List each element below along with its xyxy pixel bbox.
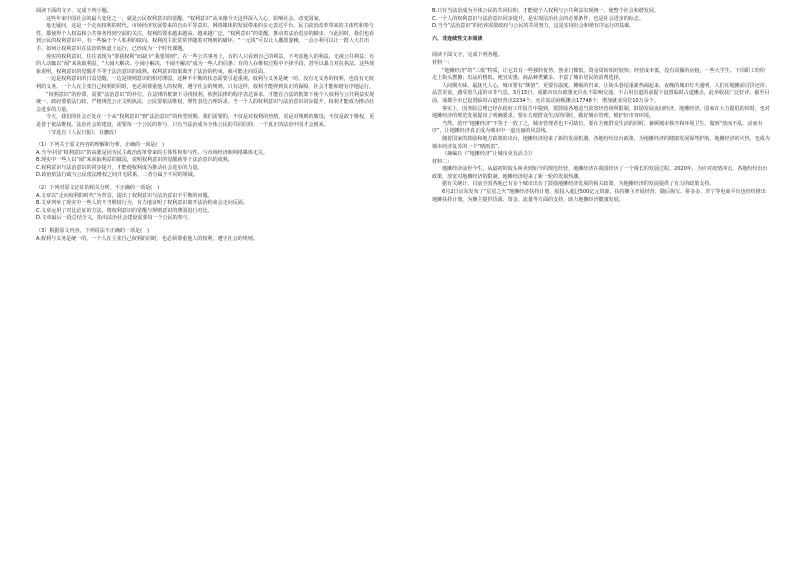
question-option: B.文章列举了现实中一些人的不当维权行为，有力地证明了权利意识离开法治约束会走向反面。 <box>36 200 248 207</box>
material-paragraph: 当然，放开“地摊经济”不等于一放了之，城市管理者也不可缺位。要在方便群众生活的同时，兼顾城市秩序和环境卫生，做到“放而不乱、活而有序”，让地摊经济真正成为城市中一道亮丽的风景线。 <box>432 120 763 135</box>
article-source: （节选自《人民日报》，有删改） <box>46 129 120 136</box>
article-paragraph: “权利意识”的停滞，需要“法治意识”的补位。在法律的框架下寻找权利，依照法律的程序表达诉求，才能在合法的框架下使个人权利与公共利益实现统一。政府要依法行政，严格规范公正文明执法，公民要依法维权，理性表达合理诉求。当一个人的权利意识与法治意识同步提升，权利才能成为推动社会进步的力量。 <box>36 91 375 113</box>
question-option: D.政府依法行政与公民依法维权之间并无联系，二者分属于不同的领域。 <box>36 172 198 179</box>
question-option: A.文章以“走向权利的时代”为背景，提出了权利意识与法治意识不平衡的问题。 <box>36 192 213 199</box>
article-paragraph: 这些年来中国社会的最大变化之一，就是公民权利意识的觉醒。“权利意识”从未像今天这样深入人心，影响社会、改变国家。 <box>46 15 324 22</box>
question-option: B.只有当法治成为全体公民的共同信仰，才能使个人权利与公共利益实现统一，使整个社会和谐发展。 <box>432 8 659 14</box>
left-column <box>36 8 376 243</box>
question-option: D.当今“法治意识”的培养需要政府与公民的共同努力，这是实现社会和谐有序运行的基础。 <box>432 23 635 30</box>
right-column <box>432 8 770 204</box>
question-stem: （3）根据原文内容，下列说法不正确的一项是( ) <box>36 228 149 235</box>
reading-intro: 阅读下面的文字，完成下列小题。 <box>36 8 112 14</box>
article-paragraph: 今天，我们的社会正处在一个从“权利意识”到“法治意识”的转型时期。我们需要的，不仅是对权利的热情，更是对规则的敬畏；不仅是敢于维权，更是善于依法维权。法治社会的建设，需要每一个公民的参与。只有当法治成为全体公民的共同信仰，一个真正的法治中国才会到来。 <box>36 114 375 128</box>
material-source: （摘编自《“地摊经济”让城市更有活力》） <box>442 151 536 158</box>
question-option: A.当今中国“权利意识”的高涨是因为民主政治改革带来的主体性和参与性，与市场经济和网络媒体无关。 <box>36 149 269 156</box>
material-paragraph: “地摊经济”的“三低”特质，让它具有一些独特优势。创业门槛低，资金周转相对较快；经营成本低，没有高额的房租，一些大学生、下岗职工纷纷走上街头摆摊；出品价格低，便宜实惠，商品种类繁多，丰富了城市居民的消费选择。 <box>432 67 766 82</box>
material-paragraph: 据有关统计，目前全国各地已有多个城市出台了鼓励地摊经济发展的相关政策，为地摊经济的发展提供了有力的政策支持。 <box>442 181 715 188</box>
question-option: B.现实中一些人以“闹”来获取利益的做法，说明权利意识的觉醒就等于法治意识的成熟。 <box>36 157 233 164</box>
question-option: C.文章运用了对比论证的方法，将权利意识的觉醒与规则意识的薄弱进行对比。 <box>36 207 213 214</box>
material-paragraph: 随着国家的鼓励和地方政策的出台，地摊经济迎来了新的发展机遇。各地纷纷出台政策，为地摊经济的健康发展保驾护航，地摊经济的火热，也成为城市经济复苏的一个“晴雨表”。 <box>432 135 770 150</box>
material-title: 材料二： <box>432 158 453 165</box>
article-paragraph: 一边是权利意识的日益觉醒，一边是规则意识的相对薄弱，这种不平衡的状态需要引起重视。权利与义务是统一的，没有无义务的权利，也没有无权利的义务。一个人在主张自己权利的同时，也必须尊重他人的权利，遵守社会的规则。只有这样，权利才能得到真正的保障，社会才能和谐有序地运行。 <box>36 76 374 90</box>
question-stem: （1）下列关于原文内容的理解和分析，正确的一项是( ) <box>36 142 165 149</box>
question-option: D.文章最后一段总结全文，指出法治社会建设需要每一个公民的参与。 <box>36 215 193 222</box>
article-paragraph: 现实的权利意识，往往表现为“要我权利”而缺少“我要规则”。在一些公共事务上，有的人只看到自己的利益，不考虑他人的利益，无视公共利益；有的人动辄以“闹”来获取利益，“大闹大解决、小闹小解决、不闹不解决”成为一些人的信条；有的人在维权过程中不择手段，甚至以暴力对抗执法。这些现象说明，权利意识的觉醒并不等于法治意识的成熟。权利意识如果离开了法治的约束，就可能走向反面。 <box>36 53 375 75</box>
material-paragraph: 事实上，国务院总理已经在政府工作报告中提到，要鼓励各地适当放宽经营场所限制，鼓励发展夜间经济、地摊经济。国家在大力提倡的同时，也对地摊经济的规范发展提出了明确要求，要在方便群众生活的同时，做好城市管理，维护好市容环境。 <box>432 105 770 120</box>
material-title: 材料一： <box>432 59 453 66</box>
material-paragraph: 人间烟火味，最抚凡人心。城市要有“颜值”，更要有温度。摊贩的归来，让街头巷尾重新热闹起来，夜晚的城市灯火通明，人们在地摊前讨价还价、品尝美食，感受着久违的市井气息。3月15日，成都市出台政策允许在不影响交通、不占用盲道的前提下设置临时占道摊点，此举收获广泛好评。截至目前，成都全市已设置临时占道经营点2234个，允许流动商贩摊点17748个，增加就业岗位10万余个。 <box>432 82 770 104</box>
question-option: A.权利与义务是统一的，一个人在主张自己权利的同时，也必须尊重他人的权利，遵守社会的规则。 <box>36 235 258 242</box>
question-option: C.一个人的权利意识与法治意识同步提升，是实现法治社会的必要条件，也是社会进步的标志。 <box>432 15 644 22</box>
reading-intro: 阅读下面文字，完成下列各题。 <box>432 52 503 59</box>
section-title: 六、非连续性文本阅读 <box>432 35 483 42</box>
question-option: C.权利意识与法治意识的同步提升，才能使权利成为推动社会进步的力量。 <box>36 164 203 171</box>
question-stem: （2）下列对原文论证的相关分析，不正确的一项是( ) <box>36 185 160 192</box>
material-paragraph: 地摊经济前世今生，从最初的街头叫卖到如今的规范经营，地摊经济在我国经历了一个漫长的发展过程。2020年，为应对疫情冲击，各地纷纷出台政策，放宽对地摊经济的限制，地摊经济迎来了新一轮的发展热潮。 <box>432 166 768 180</box>
article-paragraph: 毫无疑问，这是一个走向权利的时代。市场经济发展带来的自由平等意识、网络媒体的发展带来的多元表达平台、民主政治改革带来的主体性和参与性，都使得个人权益和公共事务得到空前的关注，权利的要求越来越高、越来越广泛，“权利意识”的觉醒，推动着法治进步的脚步。与此同时，我们也看到公民的权利意识中，有一些偏于个人私利的取向，权利的主张常常伴随着对规则的破坏，“一元钱”可以让人撒泼耍赖，一点小利可以让一群人大打出手。如何让权利意识在法治的轨道上运行，已经成为一个时代课题。 <box>36 23 375 52</box>
material-paragraph: 6月2日京东发布了“星星之火”地摊经济扶持计划，拟投入超过500亿元资源，扶持摊主开展经营，随后淘宝、拼多多、苏宁等电商平台也纷纷推出地摊扶持计划，为摊主提供货源、资金、流量等方面的支持，助力地摊经济健康发展。 <box>432 189 766 203</box>
